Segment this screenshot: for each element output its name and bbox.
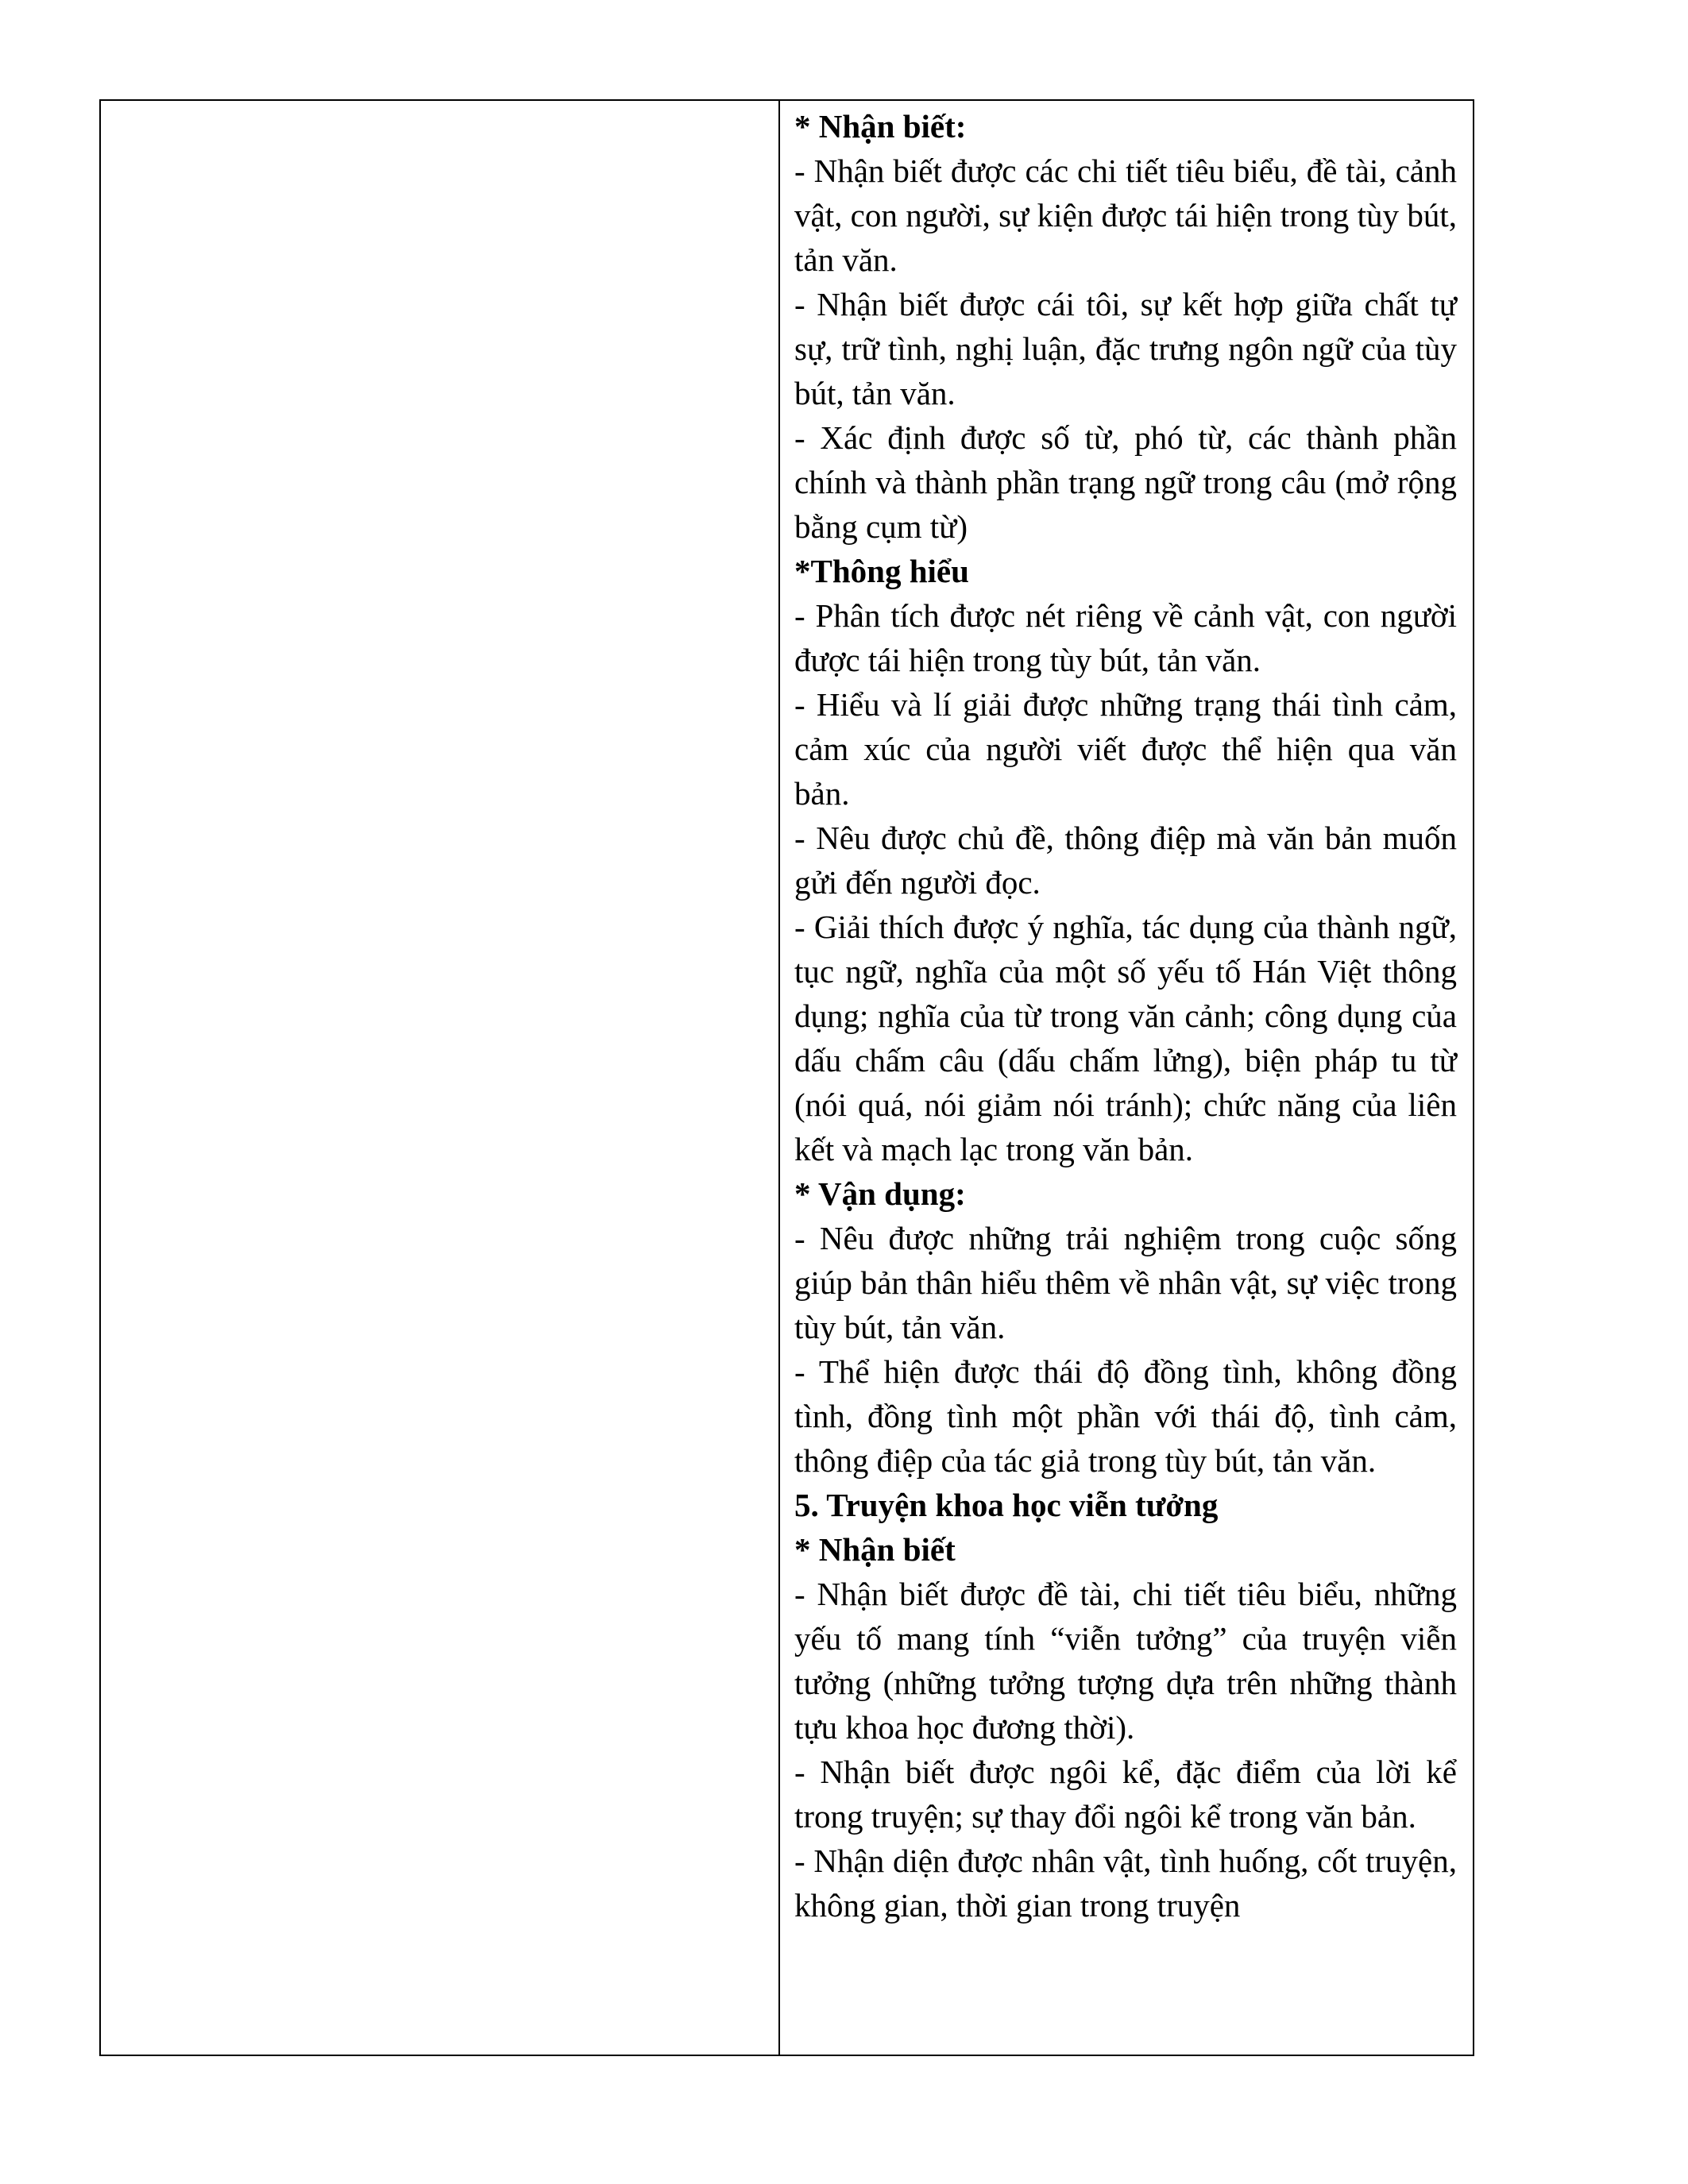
- paragraph: - Thể hiện được thái độ đồng tình, không đồng tình, đồng tình một phần với thái độ, tình cảm, thông điệp của tác giả trong tùy bút, tản văn.: [794, 1353, 1457, 1479]
- paragraph: - Nhận biết được đề tài, chi tiết tiêu biểu, những yếu tố mang tính “viễn tưởng” của truyện viễn tưởng (những tưởng tượng dựa trên những thành tựu khoa học đương thời).: [794, 1576, 1457, 1746]
- table-left-column: [101, 101, 780, 2055]
- paragraph: - Phân tích được nét riêng về cảnh vật, con người được tái hiện trong tùy bút, tản văn.: [794, 597, 1457, 678]
- section-title-truyen-khoa-hoc-vien-tuong: 5. Truyện khoa học viễn tưởng: [794, 1487, 1219, 1523]
- paragraph: - Giải thích được ý nghĩa, tác dụng của thành ngữ, tục ngữ, nghĩa của một số yếu tố Hán Việt thông dụng; nghĩa của từ trong văn cảnh; công dụng của dấu chấm câu (dấu chấm lửng), biện pháp tu từ (nói quá, nói giảm nói tránh); chức năng của liên kết và mạch lạc trong văn bản.: [794, 909, 1457, 1167]
- heading-thong-hieu: *Thông hiểu: [794, 553, 969, 589]
- heading-nhan-biet-2: * Nhận biết: [794, 1531, 956, 1568]
- paragraph: - Nêu được chủ đề, thông điệp mà văn bản muốn gửi đến người đọc.: [794, 820, 1457, 901]
- table-right-column: [780, 101, 1473, 2055]
- content-table: [99, 99, 1474, 2056]
- heading-nhan-biet: * Nhận biết:: [794, 108, 967, 145]
- paragraph: - Nhận diện được nhân vật, tình huống, cốt truyện, không gian, thời gian trong truyện: [794, 1843, 1457, 1924]
- paragraph: - Hiểu và lí giải được những trạng thái tình cảm, cảm xúc của người viết được thể hiện qua văn bản.: [794, 686, 1457, 812]
- paragraph: - Xác định được số từ, phó từ, các thành phần chính và thành phần trạng ngữ trong câu (mở rộng bằng cụm từ): [794, 419, 1457, 545]
- paragraph: - Nhận biết được các chi tiết tiêu biểu, đề tài, cảnh vật, con người, sự kiện được tái hiện trong tùy bút, tản văn.: [794, 152, 1457, 278]
- heading-van-dung: * Vận dụng:: [794, 1175, 966, 1212]
- paragraph: - Nêu được những trải nghiệm trong cuộc sống giúp bản thân hiểu thêm về nhân vật, sự việc trong tùy bút, tản văn.: [794, 1220, 1457, 1345]
- paragraph: - Nhận biết được cái tôi, sự kết hợp giữa chất tự sự, trữ tình, nghị luận, đặc trưng ngôn ngữ của tùy bút, tản văn.: [794, 286, 1457, 411]
- paragraph: - Nhận biết được ngôi kể, đặc điểm của lời kể trong truyện; sự thay đổi ngôi kể trong văn bản.: [794, 1754, 1457, 1835]
